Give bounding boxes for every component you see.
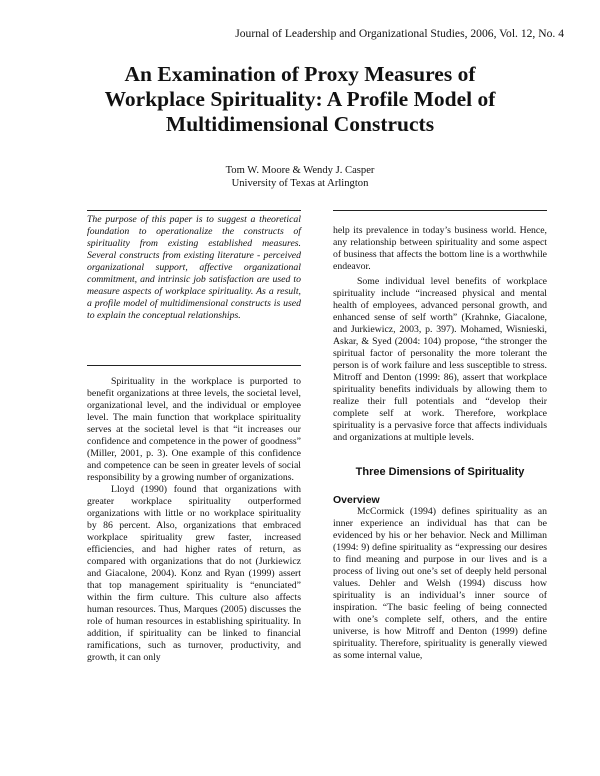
subheading-overview: Overview: [333, 494, 380, 506]
journal-header: Journal of Leadership and Organizational Studies, 2006, Vol. 12, No. 4: [235, 27, 564, 40]
section-heading: Three Dimensions of Spirituality: [355, 466, 525, 478]
right-column-body: [333, 225, 547, 662]
body-paragraph: Spirituality in the workplace is purported to benefit organizations at three levels, the societal level, organizational level, and the individual or employee level. The main function that workplace spirituality serves at the societal level is that “it increases our confidence and competence in the power of goodness” (Miller, 2001, p. 3). One example of this confidence and competence can be seen in greater levels of social responsibility by a growing number of organizations.: [87, 376, 301, 483]
authors: Tom W. Moore & Wendy J. Casper: [225, 165, 375, 176]
paper-title: [60, 62, 540, 137]
body-paragraph: Lloyd (1990) found that organizations with greater workplace spirituality outperformed organizations with little or no workplace spirituality by 86 percent. Also, organizations that embraced workplace spirituality grew faster, increased efficiencies, and had higher rates of return, as compared with organizations that do not (Jurkiewicz and Giacalone, 2004). Konz and Ryan (1999) assert that top management spirituality is “enunciated” within the firm culture. This culture also affects human resources. Thus, Marques (2005) discusses the role of human resources in establishing spirituality. In addition, if spirituality can be linked to financial ramifications, such as turnover, productivity, and growth, it can only: [87, 484, 301, 663]
right-column-top-rule: [333, 210, 547, 211]
title-line-3: Multidimensional Constructs: [165, 112, 435, 136]
title-line-2: Workplace Spirituality: A Profile Model of: [104, 87, 496, 111]
left-column-body: [87, 376, 301, 664]
abstract: The purpose of this paper is to suggest a theoretical foundation to operationalize the constructs of spirituality from existing established measures. Several constructs from existing literature - perceived organizational support, affective organizational commitment, and intrinsic job satisfaction are used to measure aspects of workplace spirituality. As a result, a profile model of multidimensional constructs is used to explain the conceptual relationships.: [87, 214, 301, 321]
body-paragraph: help its prevalence in today’s business world. Hence, any relationship between spirituality and some aspect of business that affects the bottom line is a worthwhile endeavor.: [333, 225, 547, 272]
author-block: [60, 164, 540, 190]
abstract-bottom-rule: [87, 365, 301, 366]
body-paragraph: McCormick (1994) defines spirituality as an inner experience an individual has that can be evidenced by his or her behavior. Neck and Milliman (1994: 9) define spirituality as “expressing our desires to find meaning and purpose in our lives and is a process of living out one’s set of deeply held personal values. Dehler and Welsh (1994) discuss how spirituality is an individual’s inner source of inspiration. “The basic feeling of being connected with one’s complete self, others, and the entire universe, is how Mitroff and Denton (1999) define spirituality. Therefore, spirituality is generally viewed as some internal value,: [333, 506, 547, 661]
abstract-top-rule: [87, 210, 301, 211]
affiliation: University of Texas at Arlington: [231, 178, 369, 189]
title-line-1: An Examination of Proxy Measures of: [124, 62, 476, 86]
body-paragraph: Some individual level benefits of workplace spirituality include “increased physical and mental health of employees, advanced personal growth, and enhanced sense of self worth” (Krahnke, Giacalone, and Jurkiewicz, 2003, p. 397). Mohamed, Wisnieski, Askar, & Syed (2004: 104) propose, “the stronger the spiritual factor of personality the more tolerant the person is of work failure and less susceptible to stress. Mitroff and Denton (1999: 86), assert that workplace spirituality benefits individuals by allowing them to realize their full potentials and “develop their complete self at work. Therefore, workplace spirituality is a pervasive force that affects individuals and organizations at multiple levels.: [333, 276, 547, 443]
